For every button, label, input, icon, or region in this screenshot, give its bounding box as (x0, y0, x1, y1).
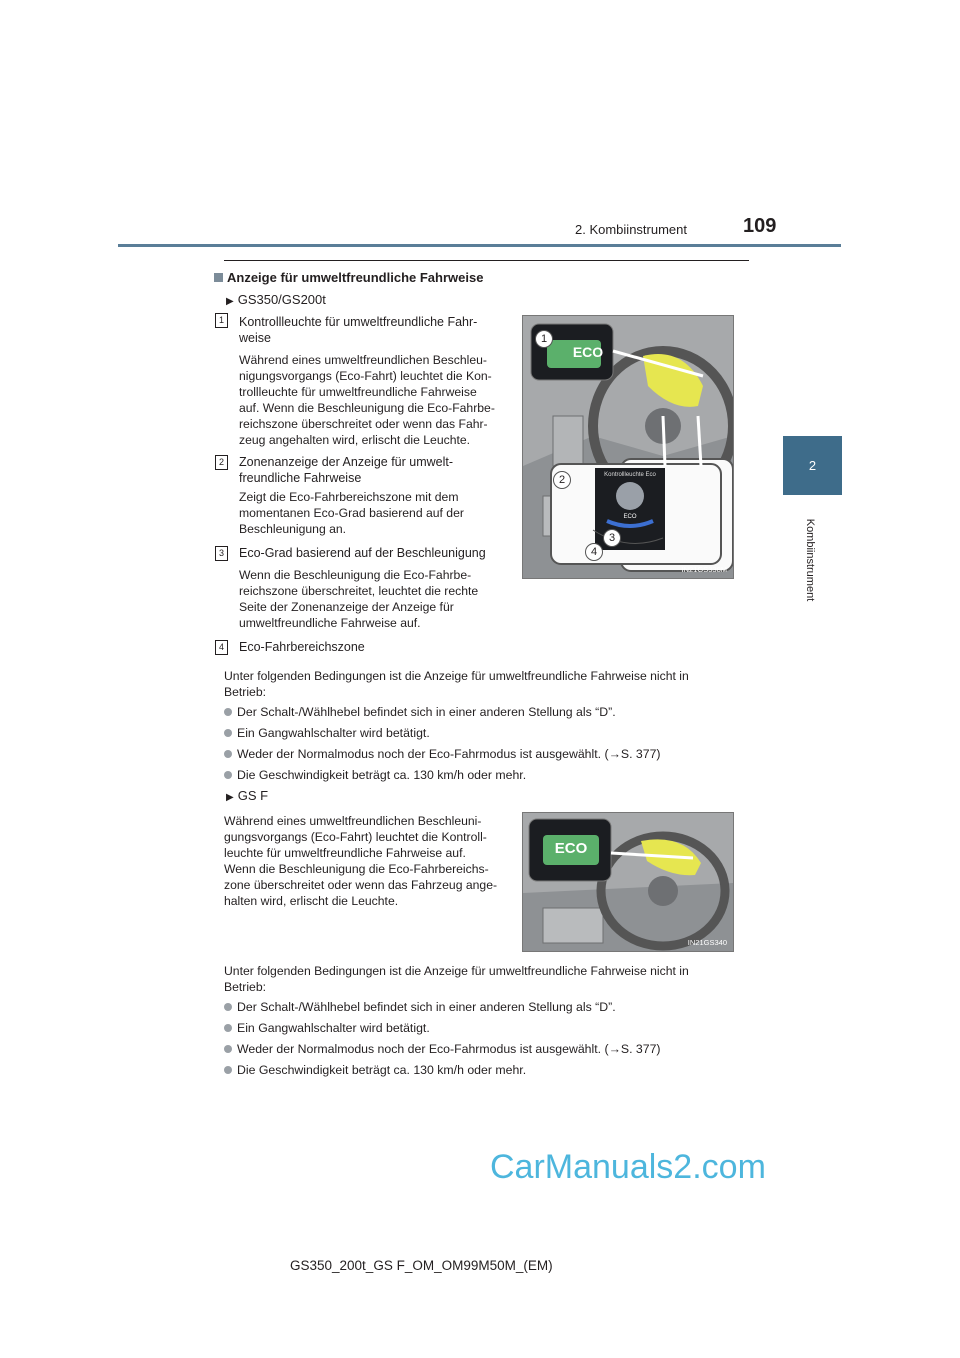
square-bullet-icon (214, 273, 223, 282)
bullet-icon (224, 1024, 232, 1032)
condition-item: Die Geschwindigkeit beträgt ca. 130 km/h oder mehr. (224, 768, 754, 782)
item-title: Zonenanzeige der Anzeige für umwelt- freundliche Fahrweise (239, 455, 454, 485)
image-code: IN21GS338M (681, 565, 727, 574)
chapter-label: Kombiinstrument (804, 518, 816, 602)
watermark: CarManuals2.com (490, 1148, 766, 1186)
callout-1: 1 (535, 330, 553, 348)
section-heading: Anzeige für umweltfreundliche Fahrweise (214, 270, 483, 285)
page-number: 109 (743, 215, 777, 237)
conditions-intro: Unter folgenden Bedingungen ist die Anzeige für umweltfreundliche Fahrweise nicht in Betrieb: (224, 964, 689, 994)
eco-indicator-label: ECO (554, 840, 588, 857)
callout-3: 3 (603, 529, 621, 547)
item-body: Wenn die Beschleunigung die Eco-Fahrbe- reichszone überschreitet, leuchtet die rechte Seite der Zonenanzeige der Anzeige für umweltfreundliche Fahrweise auf. (239, 568, 479, 630)
instrument-illustration-1 (522, 315, 734, 579)
bullet-icon (224, 771, 232, 779)
condition-item: Der Schalt-/Wählhebel befindet sich in einer anderen Stellung als “D”. (224, 705, 754, 719)
item-title: Eco-Fahrbereichszone (239, 640, 365, 654)
condition-item: Weder der Normalmodus noch der Eco-Fahrmodus ist ausgewählt. (→S. 377) (224, 747, 754, 761)
condition-item: Die Geschwindigkeit beträgt ca. 130 km/h oder mehr. (224, 1063, 754, 1077)
triangle-right-icon: ▶ (226, 792, 234, 803)
bullet-icon (224, 1003, 232, 1011)
variant-body: Während eines umweltfreundlichen Beschleuni- gungsvorgangs (Eco-Fahrt) leuchtet die Kontroll- leuchte für umweltfreundliche Fahrweise auf. Wenn die Beschleunigung die Eco-Fahrbereichs- zone überschreitet oder wenn das Fahrzeug ange- halten wird, erlischt die Leuchte. (224, 814, 498, 908)
condition-item: Ein Gangwahlschalter wird betätigt. (224, 1021, 754, 1035)
footer-code: GS350_200t_GS F_OM_OM99M50M_(EM) (290, 1258, 553, 1273)
item-number: 3 (215, 546, 228, 561)
condition-item: Der Schalt-/Wählhebel befindet sich in einer anderen Stellung als “D”. (224, 1000, 754, 1014)
triangle-right-icon: ▶ (226, 296, 234, 307)
condition-item: Ein Gangwahlschalter wird betätigt. (224, 726, 754, 740)
variant-label: ▶ GS350/GS200t (226, 292, 326, 307)
condition-item: Weder der Normalmodus noch der Eco-Fahrmodus ist ausgewählt. (→S. 377) (224, 1042, 754, 1056)
callout-2: 2 (553, 471, 571, 489)
item-body: Während eines umweltfreundlichen Beschleu- nigungsvorgangs (Eco-Fahrt) leuchtet die Kon- trollleuchte für umweltfreundliche Fahrweise auf. Wenn die Beschleunigung die Eco-Fahrbe- reichszone überschreitet oder wenn das Fahr- zeug angehalten wird, erlischt die Leuchte. (239, 353, 495, 447)
chapter-tab: 2 (783, 436, 842, 495)
variant-label: ▶ GS F (226, 788, 269, 803)
eco-indicator-label: ECO (572, 344, 604, 360)
instrument-illustration-2 (522, 812, 734, 952)
image-code: IN21GS340 (687, 938, 727, 947)
content-rule (224, 260, 749, 261)
item-number: 4 (215, 640, 228, 655)
header-section-title: 2. Kombiinstrument (575, 222, 687, 237)
bullet-icon (224, 750, 232, 758)
bullet-icon (224, 729, 232, 737)
item-number: 2 (215, 455, 228, 470)
bullet-icon (224, 1045, 232, 1053)
bullet-icon (224, 1066, 232, 1074)
item-title: Kontrollleuchte für umweltfreundliche Fahr- weise (239, 315, 478, 345)
item-title: Eco-Grad basierend auf der Beschleunigung (239, 546, 486, 560)
screen-caption: Kontrollleuchte Eco (604, 472, 656, 478)
dashboard-drawing (523, 316, 733, 578)
callout-4: 4 (585, 543, 603, 561)
screen-eco-label: ECO (623, 514, 637, 520)
conditions-intro: Unter folgenden Bedingungen ist die Anzeige für umweltfreundliche Fahrweise nicht in Betrieb: (224, 669, 689, 699)
item-number: 1 (215, 313, 228, 328)
item-body: Zeigt die Eco-Fahrbereichszone mit dem momentanen Eco-Grad basierend auf der Beschleunigung an. (239, 490, 464, 536)
bullet-icon (224, 708, 232, 716)
dashboard-drawing (523, 813, 733, 951)
header-rule (118, 244, 841, 247)
